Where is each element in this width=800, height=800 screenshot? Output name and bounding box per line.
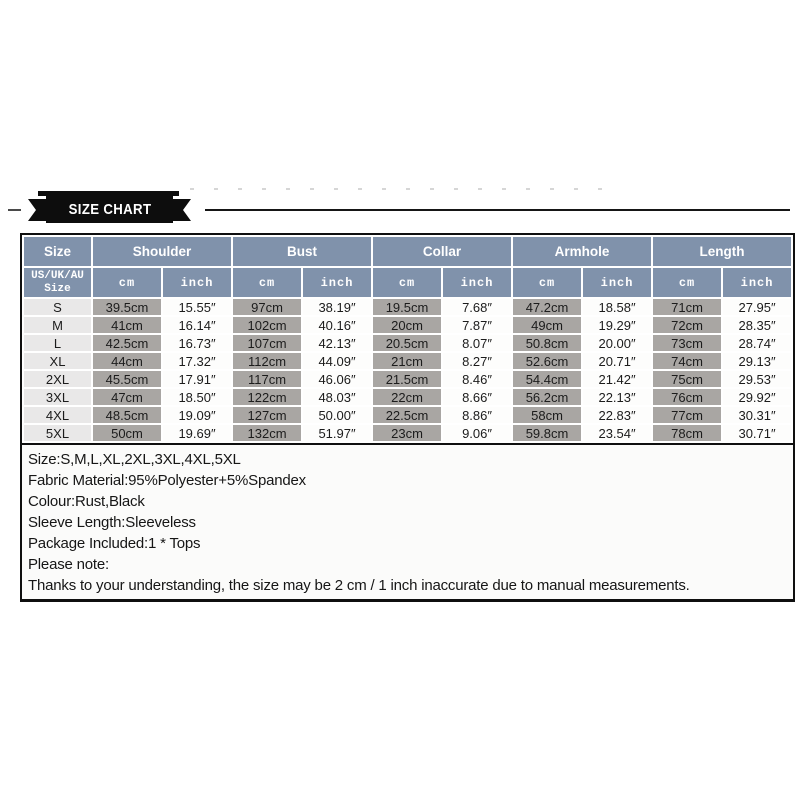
bust-inch-cell: 51.97″ [303, 425, 371, 441]
shoulder-inch-cell: 19.09″ [163, 407, 231, 423]
length-inch-cell: 30.31″ [723, 407, 791, 423]
size-row-l [24, 335, 791, 351]
bust-inch-cell: 44.09″ [303, 353, 371, 369]
armhole-cm-cell: 56.2cm [513, 389, 581, 405]
bust-inch-cell: 48.03″ [303, 389, 371, 405]
table-subheader-row [24, 268, 791, 297]
note-package-included: Package Included:1 * Tops [28, 535, 201, 552]
length-cm-cell: 77cm [653, 407, 721, 423]
shoulder-cm-cell: 41cm [93, 317, 161, 333]
collar-cm-cell: 23cm [373, 425, 441, 441]
length-cm-cell: 75cm [653, 371, 721, 387]
length-cm-cell: 74cm [653, 353, 721, 369]
collar-cm-cell: 20.5cm [373, 335, 441, 351]
note-sleeve-length: Sleeve Length:Sleeveless [28, 514, 196, 531]
size-row-xl [24, 353, 791, 369]
armhole-inch-cell: 22.83″ [583, 407, 651, 423]
length-inch-cell: 30.71″ [723, 425, 791, 441]
collar-inch-cell: 8.27″ [443, 353, 511, 369]
bust-cm-cell: 127cm [233, 407, 301, 423]
bust-inch-cell: 38.19″ [303, 299, 371, 315]
shoulder-inch-cell: 15.55″ [163, 299, 231, 315]
subheader-cm: cm [233, 268, 301, 297]
col-header-bust: Bust [233, 237, 371, 266]
shoulder-inch-cell: 16.73″ [163, 335, 231, 351]
size-cell: L [24, 335, 91, 351]
armhole-cm-cell: 47.2cm [513, 299, 581, 315]
shoulder-cm-cell: 39.5cm [93, 299, 161, 315]
shoulder-inch-cell: 17.32″ [163, 353, 231, 369]
armhole-cm-cell: 54.4cm [513, 371, 581, 387]
size-row-4xl [24, 407, 791, 423]
shoulder-cm-cell: 48.5cm [93, 407, 161, 423]
collar-inch-cell: 9.06″ [443, 425, 511, 441]
armhole-inch-cell: 20.71″ [583, 353, 651, 369]
col-header-shoulder: Shoulder [93, 237, 231, 266]
size-cell: XL [24, 353, 91, 369]
size-row-5xl [24, 425, 791, 441]
bust-cm-cell: 122cm [233, 389, 301, 405]
size-cell: 5XL [24, 425, 91, 441]
subheader-cm: cm [653, 268, 721, 297]
shoulder-cm-cell: 42.5cm [93, 335, 161, 351]
length-cm-cell: 71cm [653, 299, 721, 315]
right-rule [205, 209, 790, 211]
bust-cm-cell: 112cm [233, 353, 301, 369]
banner-title: SIZE CHART [68, 201, 151, 218]
decorative-tick-line [190, 188, 610, 190]
bust-cm-cell: 117cm [233, 371, 301, 387]
ribbon-right-tail [172, 199, 191, 221]
col-header-armhole: Armhole [513, 237, 651, 266]
subheader-inch: inch [443, 268, 511, 297]
size-row-3xl [24, 389, 791, 405]
size-chart-panel [20, 233, 795, 602]
shoulder-cm-cell: 44cm [93, 353, 161, 369]
armhole-inch-cell: 23.54″ [583, 425, 651, 441]
shoulder-inch-cell: 18.50″ [163, 389, 231, 405]
armhole-inch-cell: 20.00″ [583, 335, 651, 351]
length-inch-cell: 28.35″ [723, 317, 791, 333]
bust-cm-cell: 102cm [233, 317, 301, 333]
length-cm-cell: 78cm [653, 425, 721, 441]
shoulder-inch-cell: 16.14″ [163, 317, 231, 333]
subheader-cm: cm [93, 268, 161, 297]
note-fabric-material: Fabric Material:95%Polyester+5%Spandex [28, 472, 306, 489]
size-chart-banner [46, 196, 173, 223]
armhole-inch-cell: 18.58″ [583, 299, 651, 315]
armhole-cm-cell: 50.8cm [513, 335, 581, 351]
collar-inch-cell: 8.07″ [443, 335, 511, 351]
subheader-us-uk-au-size [24, 268, 91, 297]
armhole-cm-cell: 59.8cm [513, 425, 581, 441]
shoulder-inch-cell: 19.69″ [163, 425, 231, 441]
armhole-inch-cell: 19.29″ [583, 317, 651, 333]
bust-inch-cell: 50.00″ [303, 407, 371, 423]
length-cm-cell: 72cm [653, 317, 721, 333]
shoulder-cm-cell: 47cm [93, 389, 161, 405]
col-header-size: Size [24, 237, 91, 266]
armhole-cm-cell: 49cm [513, 317, 581, 333]
shoulder-cm-cell: 50cm [93, 425, 161, 441]
subheader-size-line2: Size [44, 282, 71, 295]
collar-cm-cell: 20cm [373, 317, 441, 333]
collar-inch-cell: 8.66″ [443, 389, 511, 405]
table-group-header-row [24, 237, 791, 266]
length-inch-cell: 28.74″ [723, 335, 791, 351]
note-please-note: Please note: [28, 556, 109, 573]
length-inch-cell: 29.13″ [723, 353, 791, 369]
size-row-s [24, 299, 791, 315]
subheader-cm: cm [373, 268, 441, 297]
armhole-inch-cell: 21.42″ [583, 371, 651, 387]
size-table [22, 235, 793, 443]
collar-inch-cell: 8.86″ [443, 407, 511, 423]
armhole-inch-cell: 22.13″ [583, 389, 651, 405]
bust-cm-cell: 132cm [233, 425, 301, 441]
length-cm-cell: 73cm [653, 335, 721, 351]
product-notes [22, 443, 793, 599]
collar-cm-cell: 22.5cm [373, 407, 441, 423]
subheader-inch: inch [583, 268, 651, 297]
shoulder-inch-cell: 17.91″ [163, 371, 231, 387]
size-row-2xl [24, 371, 791, 387]
size-cell: M [24, 317, 91, 333]
collar-inch-cell: 7.68″ [443, 299, 511, 315]
length-inch-cell: 29.92″ [723, 389, 791, 405]
shoulder-cm-cell: 45.5cm [93, 371, 161, 387]
note-size-options: Size:S,M,L,XL,2XL,3XL,4XL,5XL [28, 451, 241, 468]
collar-inch-cell: 8.46″ [443, 371, 511, 387]
left-dash-rule [8, 209, 21, 211]
collar-cm-cell: 19.5cm [373, 299, 441, 315]
bust-inch-cell: 46.06″ [303, 371, 371, 387]
bust-cm-cell: 107cm [233, 335, 301, 351]
collar-cm-cell: 22cm [373, 389, 441, 405]
note-disclaimer: Thanks to your understanding, the size may be 2 cm / 1 inch inaccurate due to manual measurements. [28, 577, 690, 594]
bust-cm-cell: 97cm [233, 299, 301, 315]
ribbon-left-tail [28, 199, 47, 221]
collar-cm-cell: 21cm [373, 353, 441, 369]
armhole-cm-cell: 52.6cm [513, 353, 581, 369]
collar-cm-cell: 21.5cm [373, 371, 441, 387]
size-cell: 2XL [24, 371, 91, 387]
size-cell: S [24, 299, 91, 315]
subheader-inch: inch [163, 268, 231, 297]
note-colour: Colour:Rust,Black [28, 493, 145, 510]
bust-inch-cell: 42.13″ [303, 335, 371, 351]
subheader-inch: inch [303, 268, 371, 297]
bust-inch-cell: 40.16″ [303, 317, 371, 333]
size-cell: 3XL [24, 389, 91, 405]
collar-inch-cell: 7.87″ [443, 317, 511, 333]
size-cell: 4XL [24, 407, 91, 423]
length-inch-cell: 27.95″ [723, 299, 791, 315]
subheader-size-line1: US/UK/AU [31, 269, 84, 282]
length-inch-cell: 29.53″ [723, 371, 791, 387]
subheader-inch: inch [723, 268, 791, 297]
size-row-m [24, 317, 791, 333]
subheader-cm: cm [513, 268, 581, 297]
col-header-collar: Collar [373, 237, 511, 266]
length-cm-cell: 76cm [653, 389, 721, 405]
col-header-length: Length [653, 237, 791, 266]
armhole-cm-cell: 58cm [513, 407, 581, 423]
